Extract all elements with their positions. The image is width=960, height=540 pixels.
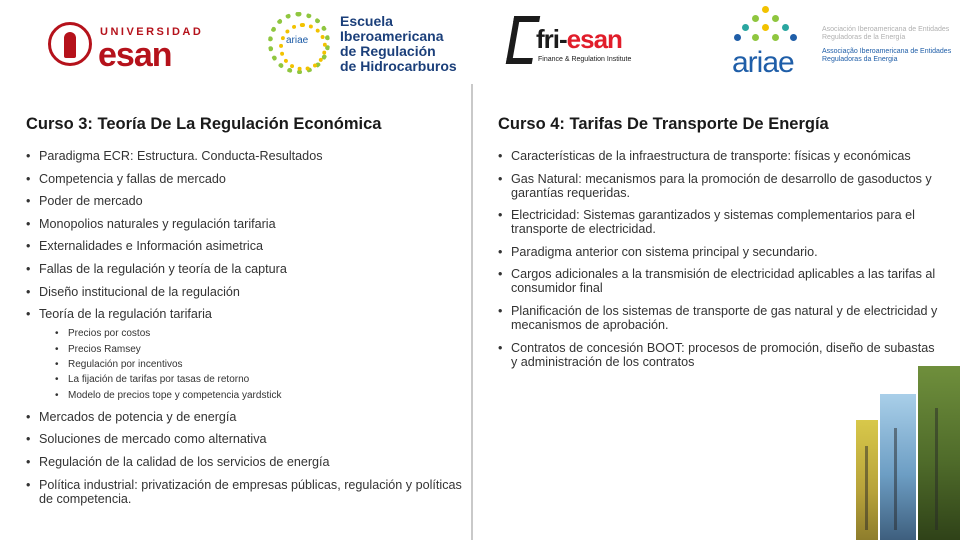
energy-photo-strips <box>856 366 960 540</box>
escuela-ring-label: ariae <box>286 35 309 46</box>
photo-strip <box>880 394 916 540</box>
list-item: • Diseño institucional de la regulación <box>26 285 466 299</box>
sub-list-item: • Precios por costos <box>55 326 466 341</box>
ariae-spanish-name: Asociación Iberoamericana de Entidades Reguladoras de la Energía <box>822 26 950 41</box>
list-item: • Externalidades e Información asimetrica <box>26 239 466 253</box>
escuela-logo <box>268 12 468 76</box>
list-item: • Electricidad: Sistemas garantizados y sistemas complementarios para el transporte de electricidad. <box>498 208 938 236</box>
list-item: • Características de la infraestructura de transporte: físicas y económicas <box>498 149 938 163</box>
course-3-topics <box>26 149 466 506</box>
logo-bar <box>0 0 960 88</box>
ariae-logo <box>730 4 956 84</box>
ariae-dots-icon <box>734 6 798 48</box>
sub-list-item: • Modelo de precios tope y competencia yardstick <box>55 388 466 403</box>
list-item: • Fallas de la regulación y teoría de la captura <box>26 262 466 276</box>
sub-list-item: • La fijación de tarifas por tasas de retorno <box>55 372 466 387</box>
esan-logo <box>48 18 204 74</box>
course-4-column <box>498 115 950 377</box>
escuela-name <box>340 14 457 74</box>
esan-seal-icon <box>48 22 92 66</box>
sub-list-item: • Precios Ramsey <box>55 342 466 357</box>
list-item: • Planificación de los sistemas de transporte de gas natural y de electricidad y mecanismos de aprobación. <box>498 304 938 332</box>
list-item: • Monopolios naturales y regulación tarifaria <box>26 217 466 231</box>
ariae-word: ariae <box>732 46 794 79</box>
course-4-topics <box>498 149 950 369</box>
course-3-title: Curso 3: Teoría De La Regulación Económica <box>26 115 382 133</box>
ariae-portuguese-name: Associação Iberoamericana de Entidades Reguladoras da Energia <box>822 48 952 63</box>
fri-esan-subtitle: Finance & Regulation Institute <box>538 56 632 63</box>
list-item-label: Teoría de la regulación tarifaria <box>39 307 212 322</box>
sub-list-item: • Regulación por incentivos <box>55 357 466 372</box>
list-item: • Competencia y fallas de mercado <box>26 172 466 186</box>
column-divider <box>471 84 473 540</box>
photo-strip <box>918 366 960 540</box>
tariff-subtopics <box>55 326 466 403</box>
list-item: • Regulación de la calidad de los servicios de energía <box>26 455 466 469</box>
escuela-line: de Hidrocarburos <box>340 58 457 74</box>
course-4-title: Curso 4: Tarifas De Transporte De Energía <box>498 115 829 133</box>
fri-esan-name: fri-esan <box>536 24 622 54</box>
photo-strip <box>856 420 878 540</box>
list-item: • Contratos de concesión BOOT: procesos de promoción, diseño de subastas y administración de los contratos <box>498 341 938 369</box>
list-item: • Soluciones de mercado como alternativa <box>26 432 466 446</box>
fri-esan-logo <box>510 16 640 72</box>
escuela-line: Escuela <box>340 13 393 29</box>
esan-name: esan <box>98 36 172 74</box>
list-item: • Cargos adicionales a la transmisión de electricidad aplicables a las tarifas al consumidor final <box>498 267 938 295</box>
list-item: • Paradigma ECR: Estructura. Conducta-Resultados <box>26 149 466 163</box>
list-item: • Mercados de potencia y de energía <box>26 410 466 424</box>
escuela-line: de Regulación <box>340 43 436 59</box>
list-item: • Poder de mercado <box>26 194 466 208</box>
escuela-line: Iberoamericana <box>340 28 444 44</box>
list-item: • Gas Natural: mecanismos para la promoción de desarrollo de gasoductos y garantías requeridas. <box>498 172 938 200</box>
esan-university-label: UNIVERSIDAD <box>100 26 204 38</box>
list-item: • Política industrial: privatización de empresas públicas, regulación y políticas de competencia. <box>26 478 466 506</box>
course-3-column <box>26 115 466 514</box>
list-item: • Paradigma anterior con sistema principal y secundario. <box>498 245 938 259</box>
list-item-with-subtopics <box>26 307 466 403</box>
